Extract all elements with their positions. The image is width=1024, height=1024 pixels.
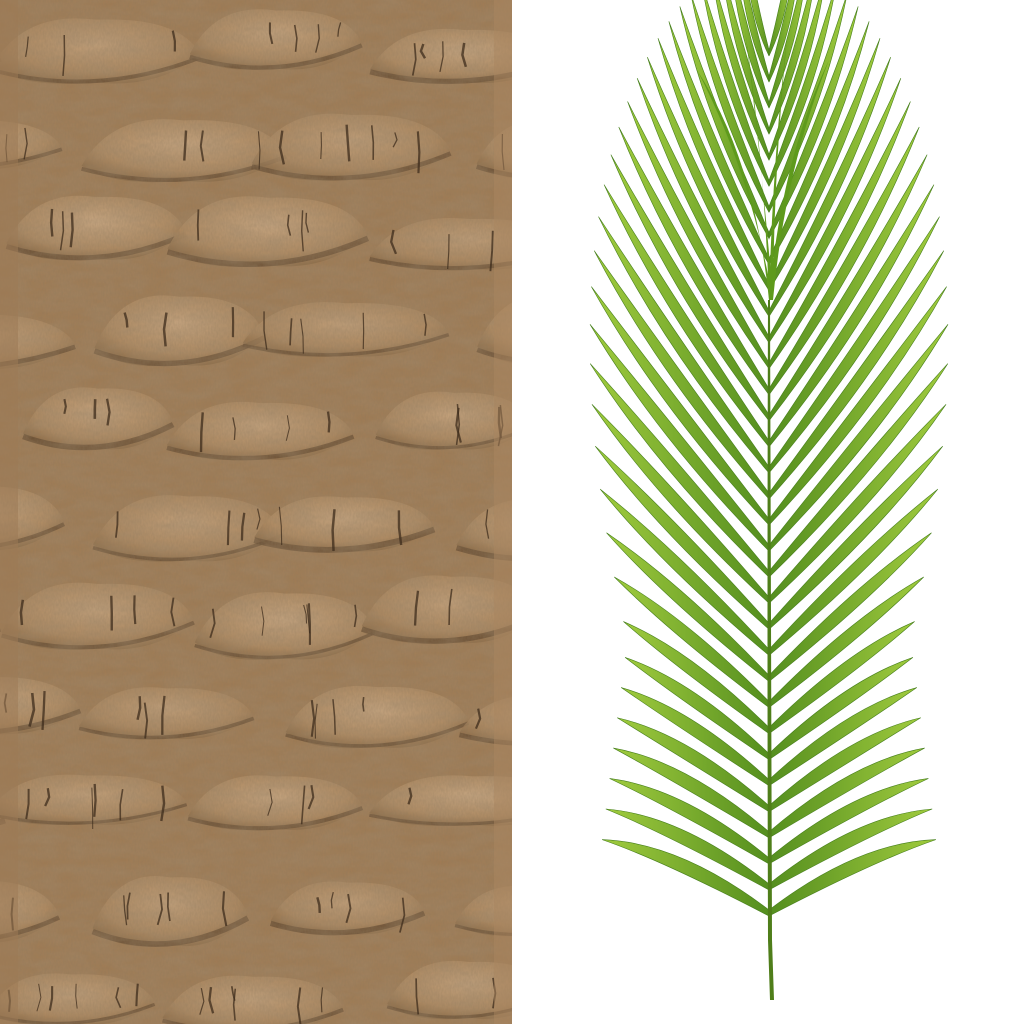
palm-frond-panel [512,0,1024,1024]
bark-left-edge-strip [0,0,18,1024]
leaflet-right [769,840,936,916]
bark-crack [51,209,52,237]
bark-crack [198,209,199,240]
leaflet-left [602,840,769,916]
leaflet-right [769,577,924,708]
bark-crack [309,603,310,645]
bark-crack [134,595,135,624]
bark-crack [94,784,95,817]
bark-right-edge-strip [494,0,512,1024]
bark-crack [363,697,364,711]
palm-frond-image [512,0,1024,1024]
leaflet-left [614,577,769,708]
